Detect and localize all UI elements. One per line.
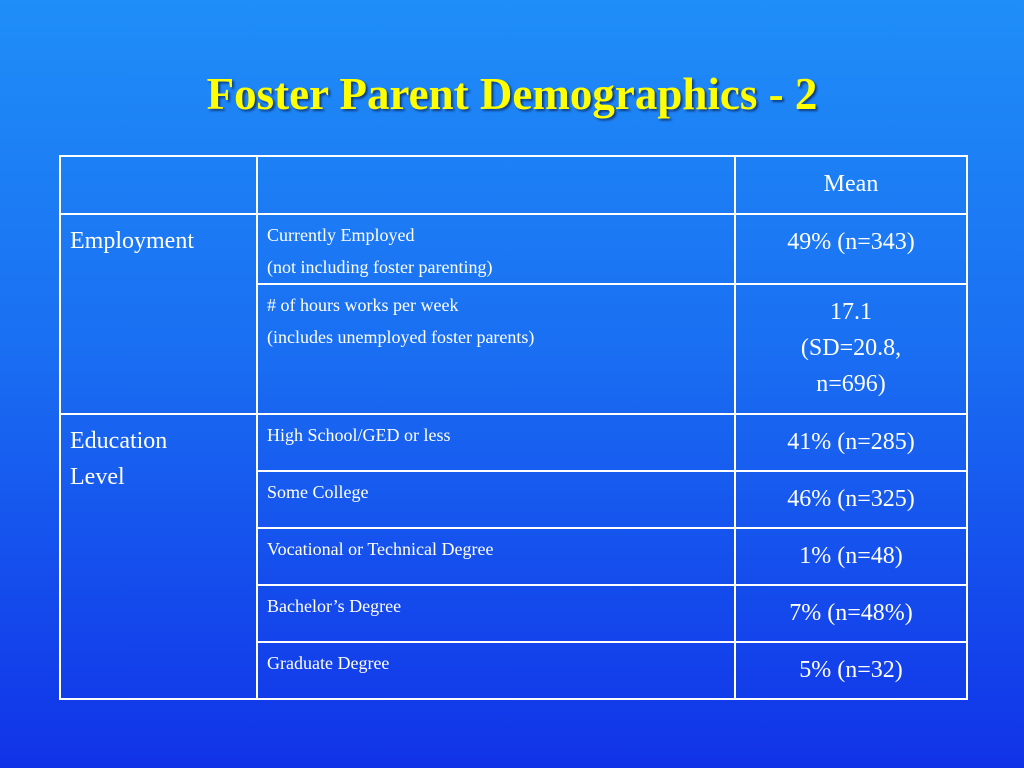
mean-value: 7% (n=48%) (789, 600, 913, 626)
header-cell-mean (735, 156, 967, 214)
description-line: Graduate Degree (267, 653, 390, 673)
mean-cell (735, 284, 967, 414)
description-cell (257, 528, 735, 585)
description-line: Some College (267, 482, 369, 502)
slide-title: Foster Parent Demographics - 2 (206, 69, 818, 119)
mean-value: n=696) (816, 371, 886, 397)
description-line: # of hours works per week (267, 295, 459, 315)
table-header-row (60, 156, 967, 214)
table-row (60, 414, 967, 471)
description-line: High School/GED or less (267, 425, 451, 445)
description-line: (includes unemployed foster parents) (267, 327, 535, 347)
description-line: Vocational or Technical Degree (267, 539, 494, 559)
mean-cell (735, 414, 967, 471)
description-cell (257, 284, 735, 414)
description-cell (257, 471, 735, 528)
description-line: (not including foster parenting) (267, 257, 493, 277)
mean-value: 41% (n=285) (787, 429, 915, 455)
mean-value: 49% (n=343) (787, 229, 915, 255)
mean-column-header: Mean (823, 171, 879, 197)
header-cell-measure (257, 156, 735, 214)
mean-value: 46% (n=325) (787, 486, 915, 512)
mean-value: (SD=20.8, (800, 335, 902, 361)
description-cell (257, 214, 735, 284)
header-cell-category (60, 156, 257, 214)
description-line: Bachelor’s Degree (267, 596, 402, 616)
mean-value: 5% (n=32) (799, 657, 903, 683)
description-cell (257, 414, 735, 471)
category-label: Employment (70, 228, 194, 254)
mean-cell (735, 471, 967, 528)
mean-value: 17.1 (830, 299, 872, 325)
category-cell-education (60, 414, 257, 699)
category-cell-employment (60, 214, 257, 414)
category-label: Level (70, 464, 125, 490)
mean-cell (735, 642, 967, 699)
table-row (60, 214, 967, 284)
mean-cell (735, 214, 967, 284)
mean-cell (735, 528, 967, 585)
description-cell (257, 585, 735, 642)
description-line: Currently Employed (267, 225, 415, 245)
mean-value: 1% (n=48) (799, 543, 903, 569)
demographics-table (59, 155, 968, 700)
mean-cell (735, 585, 967, 642)
category-label: Education (70, 428, 168, 454)
description-cell (257, 642, 735, 699)
